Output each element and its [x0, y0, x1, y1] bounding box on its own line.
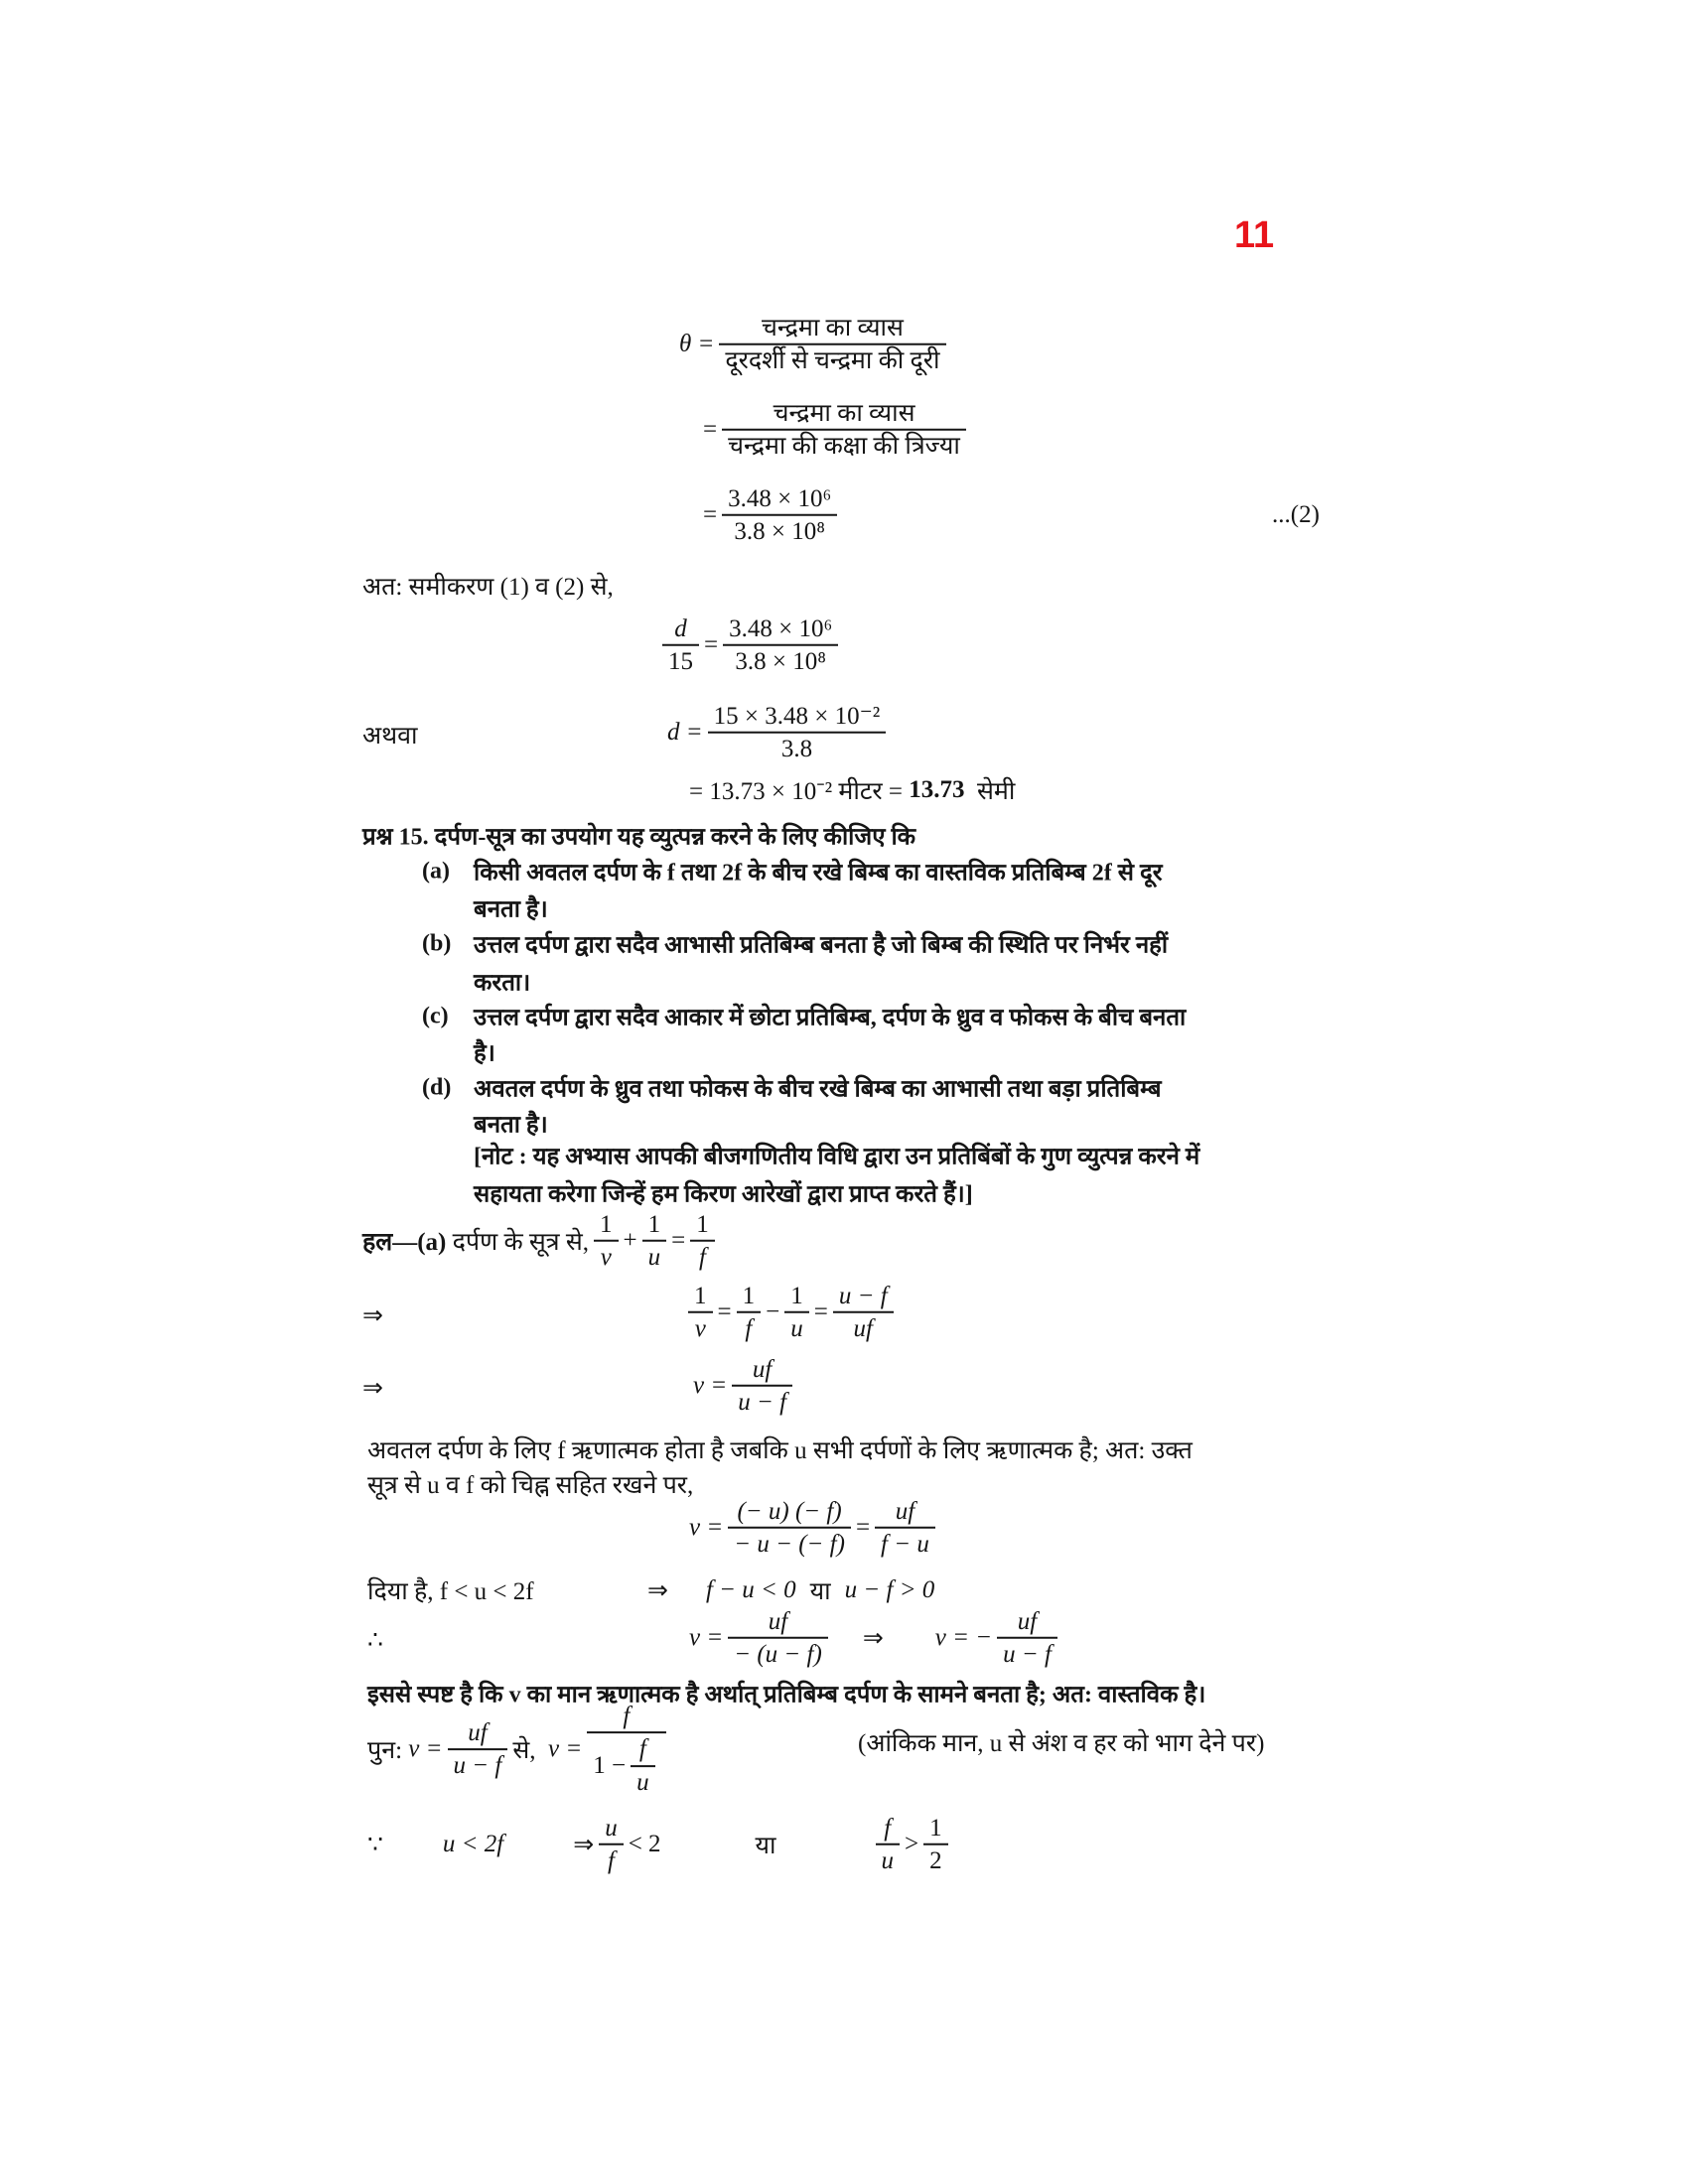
question-part-a-cont: बनता है। [474, 896, 548, 923]
equals: = [703, 416, 718, 443]
part-label: (b) [422, 930, 452, 957]
fraction [690, 1209, 715, 1274]
implies-arrow: ⇒ [647, 1577, 668, 1604]
denominator: u − f [1003, 1641, 1052, 1668]
implies-arrow: ⇒ [362, 1375, 383, 1402]
denominator: u [881, 1847, 895, 1874]
one-minus: 1 − [593, 1752, 627, 1779]
part-text: उत्तल दर्पण द्वारा सदैव आभासी प्रतिबिम्ब बनता है जो बिम्ब की स्थिति पर निर्भर नहीं [474, 932, 1169, 959]
fraction [784, 1281, 809, 1345]
condition-2: u − f > 0 [844, 1576, 935, 1603]
part-label: (c) [422, 1003, 449, 1029]
denominator: f − u [881, 1531, 929, 1558]
theta-equation-line3 [703, 483, 842, 548]
condition-derivation [647, 1573, 934, 1607]
page-number: 11 [1234, 214, 1275, 256]
part-text: किसी अवतल दर्पण के f तथा 2f के बीच रखे बिम्ब का वास्तविक प्रतिबिम्ब 2f से दूर [474, 860, 1163, 887]
note-line1: [नोट : यह अभ्यास आपकी बीजगणितीय विधि द्वारा उन प्रतिबिंबों के गुण व्युत्पन्न करने में [474, 1144, 1200, 1170]
solution-mirror-formula [362, 1209, 720, 1274]
denominator: 15 [668, 648, 693, 675]
result-line [689, 773, 1015, 807]
numerator: f [631, 1733, 655, 1766]
part-label: (a) [422, 858, 450, 885]
u-less-than-2f: u < 2f [442, 1831, 504, 1857]
denominator: u − f [453, 1752, 502, 1779]
greater-than: > [905, 1831, 919, 1857]
numerator: 1 [594, 1209, 619, 1242]
because-symbol: ∵ [367, 1832, 383, 1858]
fraction [448, 1717, 508, 1782]
equals: = [855, 1514, 871, 1541]
numerator: uf [732, 1354, 792, 1387]
again-equation [367, 1701, 671, 1798]
denominator: u [636, 1768, 649, 1796]
denominator: f [745, 1315, 753, 1342]
signed-v-equation [689, 1496, 940, 1561]
v-lhs: v = [693, 1372, 728, 1399]
question-part-c-cont: है। [474, 1040, 495, 1067]
fraction [688, 1281, 713, 1345]
numerator: u − f [833, 1281, 894, 1313]
d-lhs: d = [667, 719, 703, 746]
less-than-2: < 2 [628, 1831, 661, 1857]
implies-arrow: ⇒ [362, 1302, 383, 1329]
v-lhs-negative: v = − [934, 1624, 993, 1651]
denominator: − (u − f) [734, 1641, 822, 1668]
fraction [728, 1496, 851, 1561]
fraction [631, 1733, 655, 1798]
numerator: चन्द्रमा का व्यास [719, 313, 945, 345]
fraction [722, 398, 966, 463]
fraction [876, 1813, 901, 1877]
divide-note: (आंकिक मान, u से अंश व हर को भाग देने पर) [858, 1730, 1265, 1757]
question-label: प्रश्न 15. [362, 824, 429, 851]
fraction [737, 1281, 762, 1345]
fraction [833, 1281, 894, 1345]
denominator: 2 [929, 1847, 942, 1874]
fraction [732, 1354, 792, 1419]
fraction [587, 1701, 665, 1798]
result-prefix: = 13.73 × 10⁻² मीटर = [689, 778, 903, 805]
numerator: 1 [784, 1281, 809, 1313]
part-text: उत्तल दर्पण द्वारा सदैव आकार में छोटा प्रतिबिम्ब, दर्पण के ध्रुव व फोकस के बीच बनता [474, 1005, 1187, 1031]
denominator: f [698, 1244, 706, 1271]
denominator: f [607, 1847, 615, 1874]
numerator: 3.48 × 10⁶ [722, 483, 837, 516]
from-equations-text: अत: समीकरण (1) व (2) से, [362, 574, 614, 601]
question-part-c [422, 1001, 1186, 1033]
result-unit: सेमी [977, 778, 1016, 805]
fraction [875, 1496, 935, 1561]
or-label: अथवा [362, 723, 418, 750]
or-text: या [755, 1833, 776, 1859]
negative-v-equation [689, 1606, 1062, 1671]
part-label: (d) [422, 1074, 452, 1101]
fraction [722, 483, 837, 548]
denominator: − u − (− f) [734, 1531, 845, 1558]
numerator: d [662, 614, 699, 646]
numerator: 1 [642, 1209, 667, 1242]
d-over-15-equation [657, 614, 843, 678]
sign-convention-line1: अवतल दर्पण के लिए f ऋणात्मक होता है जबकि u सभी दर्पणों के लिए ऋणात्मक है; अत: उक्त [367, 1437, 1193, 1464]
denominator: u − f [738, 1389, 787, 1416]
denominator: चन्द्रमा की कक्षा की त्रिज्या [728, 433, 960, 460]
condition-1: f − u < 0 [705, 1576, 796, 1603]
v-lhs: v = [408, 1735, 443, 1762]
fraction [708, 701, 887, 765]
se-text: से, [512, 1737, 536, 1764]
numerator: uf [448, 1717, 508, 1750]
equals: = [703, 501, 718, 528]
denominator: 3.8 [780, 736, 813, 762]
fraction [723, 614, 838, 678]
plus: + [623, 1227, 637, 1254]
denominator: uf [853, 1315, 873, 1342]
v-lhs: v = [689, 1514, 724, 1541]
question-part-d [422, 1072, 1162, 1105]
v-lhs: v = [547, 1735, 583, 1762]
again-label: पुन: [367, 1737, 403, 1764]
or-text: या [809, 1578, 831, 1605]
theta-equation-line1 [679, 313, 951, 377]
denominator [587, 1733, 665, 1798]
implies-arrow: ⇒ [573, 1832, 595, 1858]
fraction [662, 614, 699, 678]
conclusion-text: इससे स्पष्ट है कि v का मान ऋणात्मक है अर्थात् प्रतिबिम्ब दर्पण के सामने बनता है; अत: वास्तविक है। [367, 1682, 1206, 1708]
solution-label: हल—(a) [362, 1229, 447, 1256]
numerator: f [587, 1701, 665, 1733]
numerator: 1 [688, 1281, 713, 1313]
because-equation [367, 1813, 953, 1877]
minus: − [766, 1298, 780, 1325]
numerator: 15 × 3.48 × 10⁻² [708, 701, 887, 734]
equals: = [813, 1298, 828, 1325]
numerator: 1 [690, 1209, 715, 1242]
solution-intro: दर्पण के सूत्र से, [452, 1229, 589, 1256]
question-heading [362, 820, 915, 853]
sign-convention-line2: सूत्र से u व f को चिह्न सहित रखने पर, [367, 1472, 694, 1499]
denominator: v [600, 1244, 612, 1271]
question-part-a [422, 856, 1163, 888]
denominator: 3.8 × 10⁸ [735, 648, 826, 675]
numerator: 3.48 × 10⁶ [723, 614, 838, 646]
equation-tag: ...(2) [1272, 501, 1320, 528]
d-equation [667, 701, 891, 765]
numerator: f [876, 1813, 901, 1845]
v-lhs: v = [689, 1624, 724, 1651]
part-text: अवतल दर्पण के ध्रुव तथा फोकस के बीच रखे बिम्ब का आभासी तथा बड़ा प्रतिबिम्ब [474, 1076, 1162, 1103]
implies-arrow: ⇒ [862, 1625, 884, 1652]
question-part-d-cont: बनता है। [474, 1112, 548, 1139]
fraction [719, 313, 945, 377]
equals: = [671, 1227, 686, 1254]
equals: = [717, 1298, 732, 1325]
question-part-b [422, 928, 1168, 961]
numerator: 1 [923, 1813, 948, 1845]
numerator: uf [875, 1496, 935, 1529]
fraction [642, 1209, 667, 1274]
denominator: दूरदर्शी से चन्द्रमा की दूरी [725, 347, 940, 374]
denominator: 3.8 × 10⁸ [734, 518, 825, 545]
numerator: चन्द्रमा का व्यास [722, 398, 966, 431]
fraction [594, 1209, 619, 1274]
question-text: दर्पण-सूत्र का उपयोग यह व्युत्पन्न करने के लिए कीजिए कि [434, 824, 916, 851]
numerator: uf [728, 1606, 828, 1639]
denominator: v [694, 1315, 706, 1342]
reciprocal-v-equation [683, 1281, 899, 1345]
numerator: uf [997, 1606, 1057, 1639]
numerator: (− u) (− f) [728, 1496, 851, 1529]
fraction [599, 1813, 624, 1877]
denominator: u [647, 1244, 661, 1271]
numerator: 1 [737, 1281, 762, 1313]
given-condition: दिया है, f < u < 2f [367, 1578, 534, 1605]
fraction [728, 1606, 828, 1671]
note-line2: सहायता करेगा जिन्हें हम किरण आरेखों द्वारा प्राप्त करते हैं।] [474, 1181, 973, 1208]
v-equation [693, 1354, 797, 1419]
numerator: u [599, 1813, 624, 1845]
theta-lhs: θ = [679, 331, 715, 357]
result-value: 13.73 [909, 776, 965, 803]
question-part-b-cont: करता। [474, 970, 531, 997]
denominator: u [790, 1315, 803, 1342]
fraction [923, 1813, 948, 1877]
equals: = [704, 631, 719, 658]
theta-equation-line2 [703, 398, 971, 463]
fraction [997, 1606, 1057, 1671]
therefore-symbol: ∴ [367, 1627, 383, 1654]
